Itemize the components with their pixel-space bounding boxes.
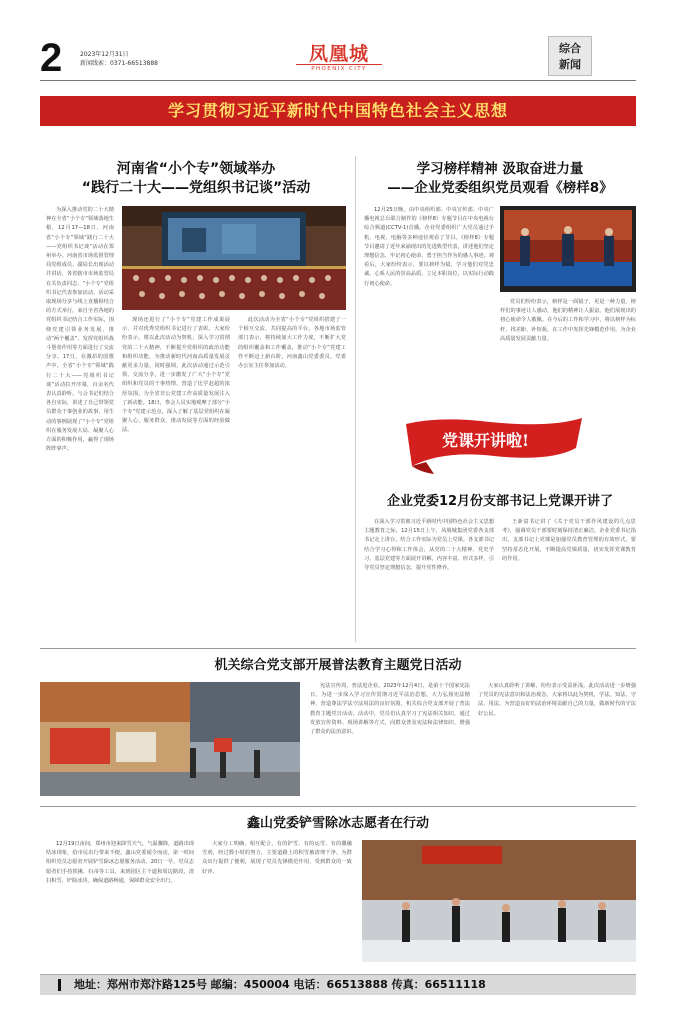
footer-marker [58, 979, 61, 991]
hotline: 新闻线索：0371-66513888 [80, 60, 158, 67]
date-info [80, 50, 158, 68]
article4-photo [40, 682, 300, 796]
article3-body: 在深入学习贯彻习近平新时代中国特色社会主义思想主题教育之际，12月15日上午，凤凰城集团党委各支部书记走上讲台，结合工作实际为党员上党课。各支部书记结合学习心得和工作体会，从党的二十大精神、党史学习、基层党建等方面展开讲解，内容丰富、形式多样，引导党员坚定理想信念，提升党性修养。 [364, 519, 494, 572]
ribbon-text: 党课开讲啦! [442, 431, 530, 450]
article2-title-line1: 学习榜样精神 汲取奋进力量 [416, 161, 584, 177]
article3-body2: 王新富书记讲了《关于党员干部作风建设的几点思考》，强调党员干部要时刻保持清正廉洁。企业党委书记指出，支部书记上党课是加强党员教育管理的有效形式，要坚持常态化开展，不断提高党课质量，切实发挥党课教育的作用。 [502, 519, 636, 562]
logo-cn: 凤凰城 [308, 43, 369, 65]
article5-photo [362, 840, 636, 962]
article3-title: 企业党委12月份支部书记上党课开讲了 [386, 494, 614, 509]
section-tag [548, 36, 592, 76]
article5-col2: 大家分工明确，相互配合，有的铲雪，有的运雪，有的撒融雪剂，经过数小时的努力，主要道路上的积雪被清理干净，为群众出行提供了便利，展现了党员先锋模范作用，受到群众的一致好评。 [202, 841, 352, 875]
article1-col1: 为深入推动党的二十大精神在全省“小个专”领域落地生根，12月17—18日，河南省“小个专”领域“践行二十大——党组织书记谈”活动在郑州举办。河南省市场监督管理局党组成员、副局长出席活动并讲话，各省辖市市场监管局有关负责同志、“小个专”党组织书记代表参加活动。活动采取现场分享与线上直播相结合的方式举行，来自全省各地的党组织书记结合工作实际，围绕党建引领业务发展、推动“两个覆盖”、发挥党组织战斗堡垒作用等方面进行了交流分享。17日，在激昂的国歌声中，全省“小个专”领域“践行二十大——党组织书记谈”活动拉开序幕，百余名代表认真聆听。与会书记们结合各自实际，讲述了自己带领党员群众干事创业的故事，用生动的事例展现了“小个专”党组织在服务发展大局、凝聚人心方面的积极作用，赢得了现场阵阵掌声。 [46, 207, 114, 453]
article2-title-line2: ——企业党委组织党员观看《榜样8》 [387, 180, 613, 196]
snow-clearing-image [362, 840, 636, 962]
newspaper-logo [296, 44, 382, 72]
article4-title: 机关综合党支部开展普法教育主题党日活动 [214, 658, 462, 673]
article2-photo [500, 206, 636, 292]
article1-col2: 现场还进行了“小个专”党建工作成果展示，并对优秀党组织书记进行了表彰。大家纷纷表示，将以此次活动为契机，深入学习贯彻党的二十大精神，不断提升党组织的政治功能和组织功能，为推动新时代河南高质量发展贡献更多力量。同时强调，此次活动通过示范引领、交流分享，进一步激发了广大“小个专”党组织和党员的干事热情，营造了比学赶超的浓厚氛围，为全省非公党建工作高质量发展注入了新动能。18日，参会人员实地观摩了部分“小个专”党建示范点，深入了解了基层党组织在凝聚人心、服务群众、推动发展等方面的经验做法。 [122, 317, 230, 434]
article2-body2: 党员们纷纷表示，榜样是一面镜子，更是一种力量。榜样们的事迹让人感动，他们的精神让人振奋。他们展现出的初心使命令人敬佩。在今后的工作和学习中，将以榜样为标杆，找差距、补短板，在工作中发挥先锋模范作用，为企业高质量发展贡献力量。 [500, 299, 636, 342]
article1-title [46, 160, 346, 198]
logo-en: PHOENIX CITY [296, 64, 382, 72]
article2-title [364, 160, 636, 198]
conference-hall-image [122, 206, 346, 310]
party-lecture-ribbon [400, 414, 586, 478]
footer-contact: 地址：郑州市郑汴路125号 邮编：450004 电话：66513888 传真：66511118 [74, 978, 486, 991]
header-divider [40, 80, 636, 81]
column-divider [355, 156, 356, 642]
article1-title-line2: “践行二十大——党组织书记谈”活动 [81, 180, 311, 196]
section-line1: 综合 [559, 42, 581, 55]
page-number: 2 [40, 36, 63, 80]
tv-program-image [500, 206, 636, 292]
section-line2: 新闻 [559, 58, 581, 71]
article5-title: 鑫山党委铲雪除冰志愿者在行动 [246, 816, 429, 831]
article4-col1: 宪法宣传周，普法进企业。2023年12月4日，是第十个国家宪法日。为进一步深入学习宣传贯彻习近平法治思想，大力弘扬宪法精神，营造尊法学法守法用法的良好氛围，机关综合党支部开展了普法教育主题党日活动。活动中，党员们认真学习了宪法相关知识，通过发放宣传资料、现场讲解等方式，向群众普及宪法和法律知识，增强了群众的法治意识。 [310, 683, 470, 736]
street-event-image [40, 682, 300, 796]
theme-banner: 学习贯彻习近平新时代中国特色社会主义思想 [40, 96, 636, 126]
section-divider-1 [40, 648, 636, 649]
article1-col3: 此次活动为全省“小个专”党组织搭建了一个相互交流、共同提高的平台。各地市场监管部门表示，将持续加大工作力度，不断扩大党的组织覆盖和工作覆盖，推动“小个专”党建工作不断迈上新台阶。河南鑫山党委委员、党委办公室主任参加活动。 [238, 317, 346, 370]
article2-body: 12月25日晚，由中央组织部、中央宣传部、中央广播电视总台联合制作的《榜样8》专题节目在中央电视台综合频道(CCTV-1)首播。企业党委组织广大党员通过手机、电视、电脑等多种途径观看了节目。《榜样8》专题节目邀请了近年来涌现出的先进典型代表，讲述他们坚定理想信念、牢记初心使命、勇于担当作为的感人事迹。观看后，大家纷纷表示，要以榜样为镜，学习他们对党忠诚、心系人民的崇高品质，立足本职岗位，以实际行动践行初心使命。 [364, 207, 494, 287]
article1-title-line1: 河南省“小个专”领域举办 [116, 161, 276, 177]
article1-photo [122, 206, 346, 310]
footer-bar [40, 974, 636, 995]
article4-col2: 大家认真聆听了讲解，纷纷表示受益匪浅。此次活动进一步增强了党员的宪法意识和法治观念，大家将以此为契机，学法、知法、守法、用法，为营造良好的法治环境贡献自己的力量，做新时代的守法好公民。 [478, 683, 636, 717]
date-line: 2023年12月31日 [80, 51, 129, 58]
section-divider-2 [40, 806, 636, 807]
article5-col1: 12月19日夜间，郑州市迎来降雪天气，气温骤降，道路出现结冰现象，给市民出行带来不便。鑫山党委闻令而动，第一时间组织党员志愿者开展铲雪除冰志愿服务活动。20日一早，党员志愿者们手持铁锹、扫帚等工具，来到园区主干道和周边路段，清扫积雪、铲除冰块，确保道路畅通，保障群众安全出行。 [46, 841, 194, 884]
